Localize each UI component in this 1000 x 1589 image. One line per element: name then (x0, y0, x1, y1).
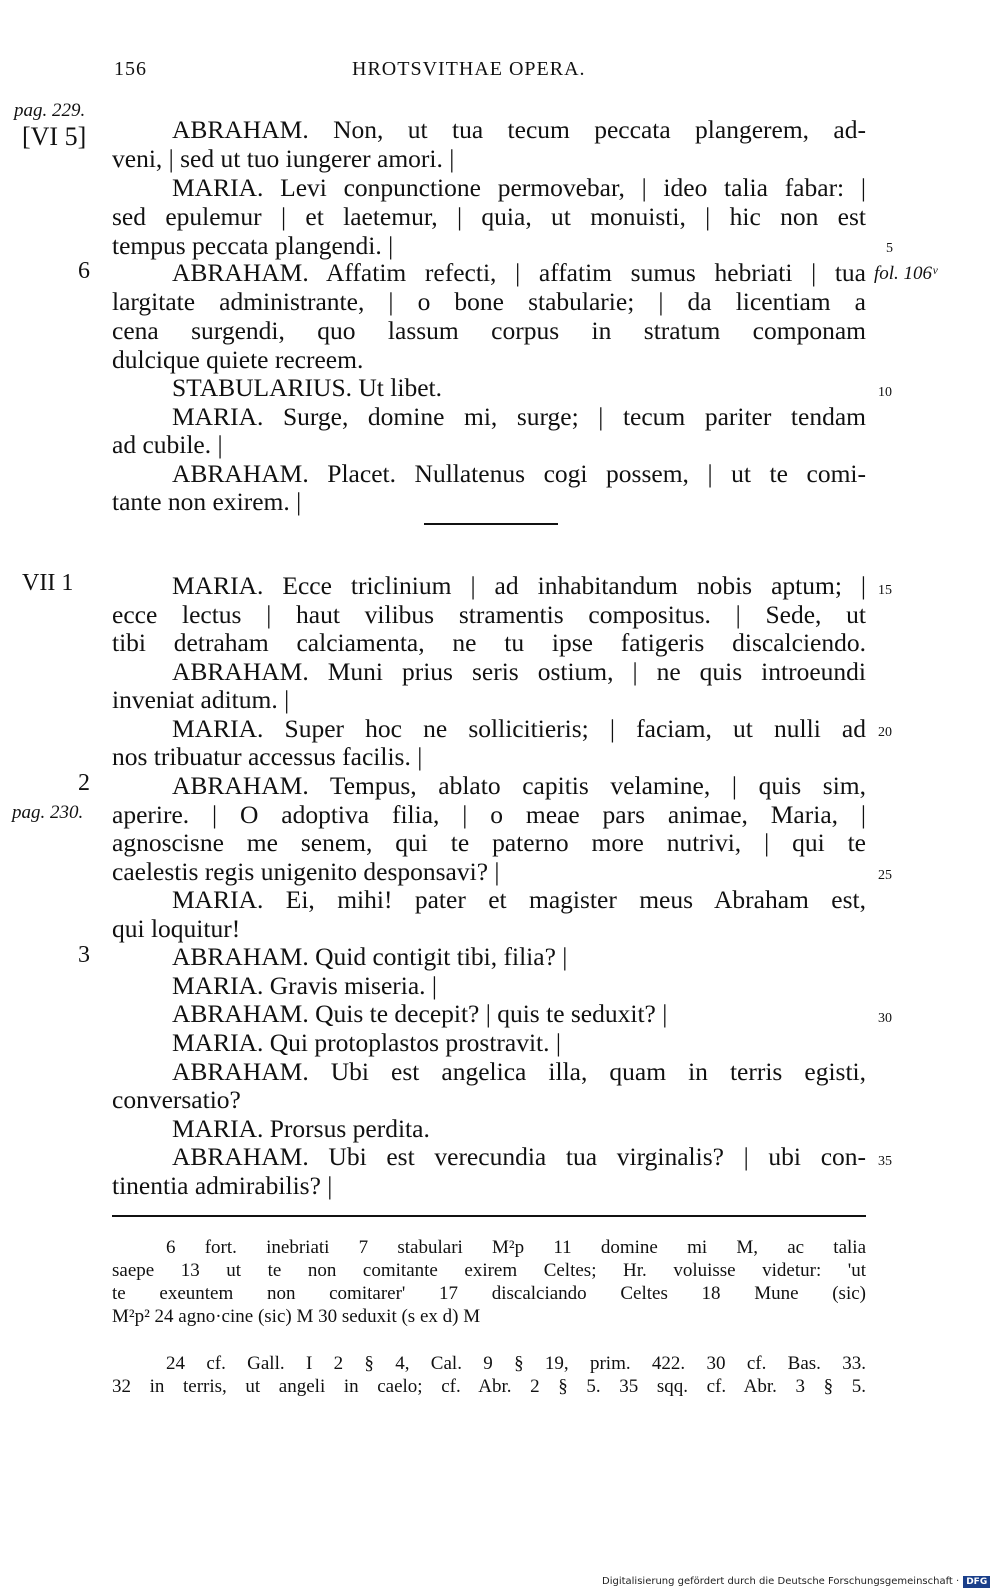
body-line: nos tribuatur accessus facilis. | (112, 742, 423, 771)
body-line: aperire. | O adoptiva filia, | o meae pars animae, Maria, | (112, 800, 866, 829)
margin-section-vi5: [VI 5] (22, 122, 87, 151)
section-divider (424, 523, 558, 525)
body-line: cena surgendi, quo lassum corpus in stratum componam (112, 316, 866, 345)
body-line: ABRAHAM. Quis te decepit? | quis te seduxit? | (172, 999, 668, 1028)
margin-num-6: 6 (78, 258, 90, 284)
body-line: agnoscisne me senem, qui te paterno more nutrivi, | qui te (112, 828, 866, 857)
body-line: ABRAHAM. Ubi est verecundia tua virginalis? | ubi con- (172, 1142, 866, 1171)
body-line: sed epulemur | et laetemur, | quia, ut monuisti, | hic non est (112, 202, 866, 231)
source-line: 24 cf. Gall. I 2 § 4, Cal. 9 § 19, prim. 422. 30 cf. Bas. 33. (166, 1353, 866, 1374)
margin-fol-106: fol. 106ᵛ (874, 263, 938, 284)
body-line: STABULARIUS. Ut libet. (172, 373, 442, 402)
body-line: tinentia admirabilis? | (112, 1171, 333, 1200)
body-line: ABRAHAM. Quid contigit tibi, filia? | (172, 942, 568, 971)
margin-num-3: 3 (78, 942, 90, 968)
body-line: qui loquitur! (112, 914, 241, 943)
body-line: tempus peccata plangendi. | (112, 231, 394, 260)
source-line: 32 in terris, ut angeli in caelo; cf. Abr. 2 § 5. 35 sqq. cf. Abr. 3 § 5. (112, 1376, 866, 1397)
body-line: ABRAHAM. Placet. Nullatenus cogi possem, | ut te comi- (172, 459, 866, 488)
margin-pag-230: pag. 230. (12, 802, 84, 823)
body-line: MARIA. Gravis miseria. | (172, 971, 438, 1000)
line-number-15: 15 (878, 583, 892, 598)
body-line: MARIA. Qui protoplastos prostravit. | (172, 1028, 561, 1057)
dfg-logo: DFG (963, 1576, 990, 1588)
body-line: ABRAHAM. Tempus, ablato capitis velamine, | quis sim, (172, 771, 866, 800)
body-line: MARIA. Surge, domine mi, surge; | tecum pariter tendam (172, 402, 866, 431)
body-line: dulcique quiete recreem. (112, 345, 364, 374)
apparatus-line: M²p² 24 agno·cine (sic) M 30 seduxit (s ex d) M (112, 1306, 481, 1327)
margin-section-vii1: VII 1 (22, 570, 74, 596)
body-line: MARIA. Ei, mihi! pater et magister meus Abraham est, (172, 885, 866, 914)
body-line: tante non exirem. | (112, 487, 302, 516)
body-line: tibi detraham calciamenta, ne tu ipse fatigeris discalciendo. (112, 628, 866, 657)
body-line: inveniat aditum. | (112, 685, 290, 714)
body-line: MARIA. Super hoc ne sollicitieris; | faciam, ut nulli ad (172, 714, 866, 743)
body-line: ABRAHAM. Muni prius seris ostium, | ne quis introeundi (172, 657, 866, 686)
apparatus-rule (112, 1215, 866, 1217)
body-line: MARIA. Ecce triclinium | ad inhabitandum nobis aptum; | (172, 571, 866, 600)
body-line: ABRAHAM. Affatim refecti, | affatim sumus hebriati | tua (172, 258, 866, 287)
line-number-35: 35 (878, 1154, 892, 1169)
line-number-5: 5 (886, 241, 893, 256)
page-number: 156 (114, 58, 147, 80)
body-line: ABRAHAM. Ubi est angelica illa, quam in terris egisti, (172, 1057, 866, 1086)
body-line: largitate administrante, | o bone stabularie; | da licentiam a (112, 287, 866, 316)
line-number-25: 25 (878, 868, 892, 883)
footer-credit (602, 1571, 990, 1589)
margin-num-2: 2 (78, 770, 90, 796)
body-line: MARIA. Prorsus perdita. (172, 1114, 430, 1143)
body-line: MARIA. Levi conpunctione permovebar, | ideo talia fabar: | (172, 173, 866, 202)
body-line: caelestis regis unigenito desponsavi? | (112, 857, 500, 886)
line-number-10: 10 (878, 385, 892, 400)
running-title: HROTSVITHAE OPERA. (352, 58, 586, 80)
body-line: ABRAHAM. Non, ut tua tecum peccata plangerem, ad- (172, 115, 866, 144)
body-line: ecce lectus | haut vilibus stramentis compositus. | Sede, ut (112, 600, 866, 629)
body-line: conversatio? (112, 1085, 241, 1114)
apparatus-line: saepe 13 ut te non comitante exirem Celtes; Hr. voluisse videtur: 'ut (112, 1260, 866, 1281)
line-number-30: 30 (878, 1011, 892, 1026)
apparatus-line: te exeuntem non comitarer' 17 discalciando Celtes 18 Mune (sic) (112, 1283, 866, 1304)
line-number-20: 20 (878, 725, 892, 740)
footer-credit-text: Digitalisierung gefördert durch die Deutsche Forschungsgemeinschaft · (602, 1576, 960, 1587)
margin-pag-229: pag. 229. (14, 100, 86, 121)
apparatus-line: 6 fort. inebriati 7 stabulari M²p 11 domine mi M, ac talia (166, 1237, 866, 1258)
body-line: veni, | sed ut tuo iungerer amori. | (112, 144, 455, 173)
body-line: ad cubile. | (112, 430, 223, 459)
